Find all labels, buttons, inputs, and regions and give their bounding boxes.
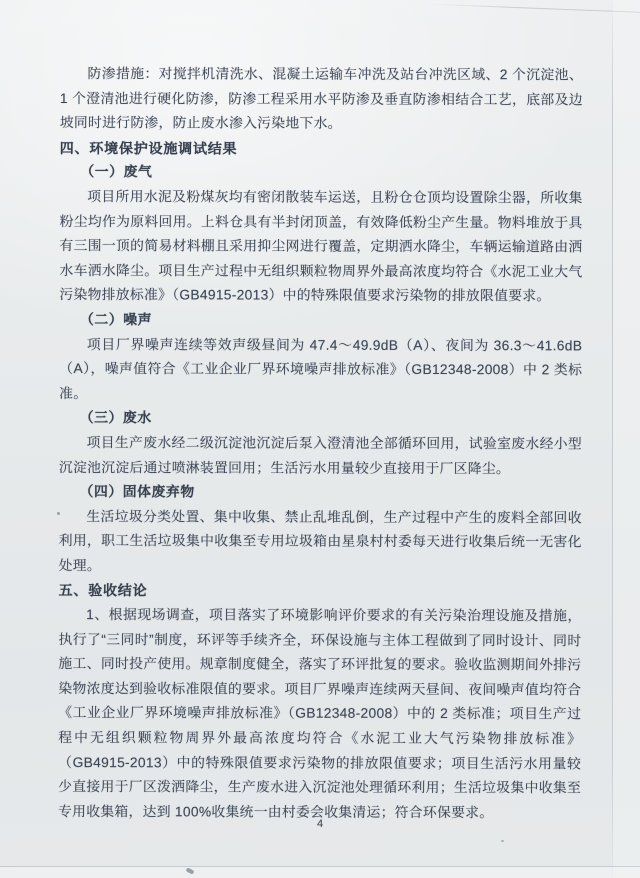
document-body [58, 62, 583, 826]
page-number: 4 [316, 818, 324, 830]
subheading-wastewater: （三）废水 [79, 410, 152, 426]
para-noise: 项目厂界噪声连续等效声级昼间为 47.4～49.9dB（A）、夜间为 36.3～41.6dB（A），噪声值符合《工业企业厂界环境噪声排放标准》（GB12348-2008）中 2 类标准。 [59, 336, 583, 401]
scan-right-edge-line [612, 0, 613, 878]
heading-section-5-acceptance-conclusion: 五、验收结论 [58, 582, 148, 599]
para-wastewater: 项目生产废水经二级沉淀池沉淀后泵入澄清池全部循环回用，试验室废水经小型沉淀池沉淀后通过喷淋装置回用；生活污水用量较少直接用于厂区降尘。 [58, 434, 583, 476]
scan-right-margin [613, 0, 640, 878]
scan-top-edge-line [428, 4, 640, 14]
scan-speck [501, 840, 504, 842]
para-seepage-prevention: 防渗措施：对搅拌机清洗水、混凝土运输车冲洗及站台冲洗区域、2 个沉淀池、1 个澄清池进行硬化防渗，防渗工程采用水平防渗及垂直防渗相结合工艺，底部及边坡同时进行防渗，防止废水渗入污染地下水。 [59, 66, 583, 131]
subheading-waste-gas: （一）废气 [80, 164, 153, 180]
subheading-solid-waste: （四）固体废弃物 [79, 484, 195, 500]
para-conclusion: 1、根据现场调查，项目落实了环境影响评价要求的有关污染治理设施及措施，执行了“三同时”制度，环评等手续齐全，环保设施与主体工程做到了同时设计、同时施工、同时投产使用。规章制度健全，落实了环评批复的要求。验收监测期间外排污染物浓度达到验收标准限值的要求。项目厂界噪声连续两天昼间、夜间噪声值均符合《工业企业厂界环境噪声排放标准》（GB12348-2008）中的 2 类标准；项目生产过程中无组织颗粒物周界外最高浓度均符合《水泥工业大气污染物排放标准》（GB4915-2013）中的特殊限值要求污染物的排放限值要求；项目生活污水用量较少直接用于厂区泼洒降尘，生产废水进入沉淀池处理循环利用；生活垃圾集中收集至专用收集箱，达到 100%收集统一由村委会收集清运；符合环保要求。 [58, 607, 582, 820]
scan-bottom-margin [0, 867, 640, 878]
subheading-noise: （二）噪声 [79, 311, 153, 328]
para-waste-gas: 项目所用水泥及粉煤灰均有密闭散装车运送，且粉仓仓顶均设置除尘器，所收集粉尘均作为原料回用。上料仓具有半封闭顶盖，有效降低粉尘产生量。物料堆放于具有三围一顶的简易材料棚且采用抑尘网进行覆盖，定期洒水降尘，车辆运输道路由洒水车洒水降尘。项目生产过程中无组织颗粒物周界外最高浓度均符合《水泥工业大气污染物排放标准》（GB4915-2013）中的特殊限值要求污染物的排放限值要求。 [59, 189, 583, 304]
heading-section-4-env-facility-results: 四、环境保护设施调试结果 [59, 139, 238, 157]
para-solid-waste: 生活垃圾分类处置、集中收集、禁止乱堆乱倒，生产过程中产生的废料全部回收利用，职工生活垃圾集中收集至专用垃圾箱由星泉村村委每天进行收集后统一无害化处理。 [58, 508, 582, 573]
scan-bottom-edge-line [0, 866, 640, 867]
